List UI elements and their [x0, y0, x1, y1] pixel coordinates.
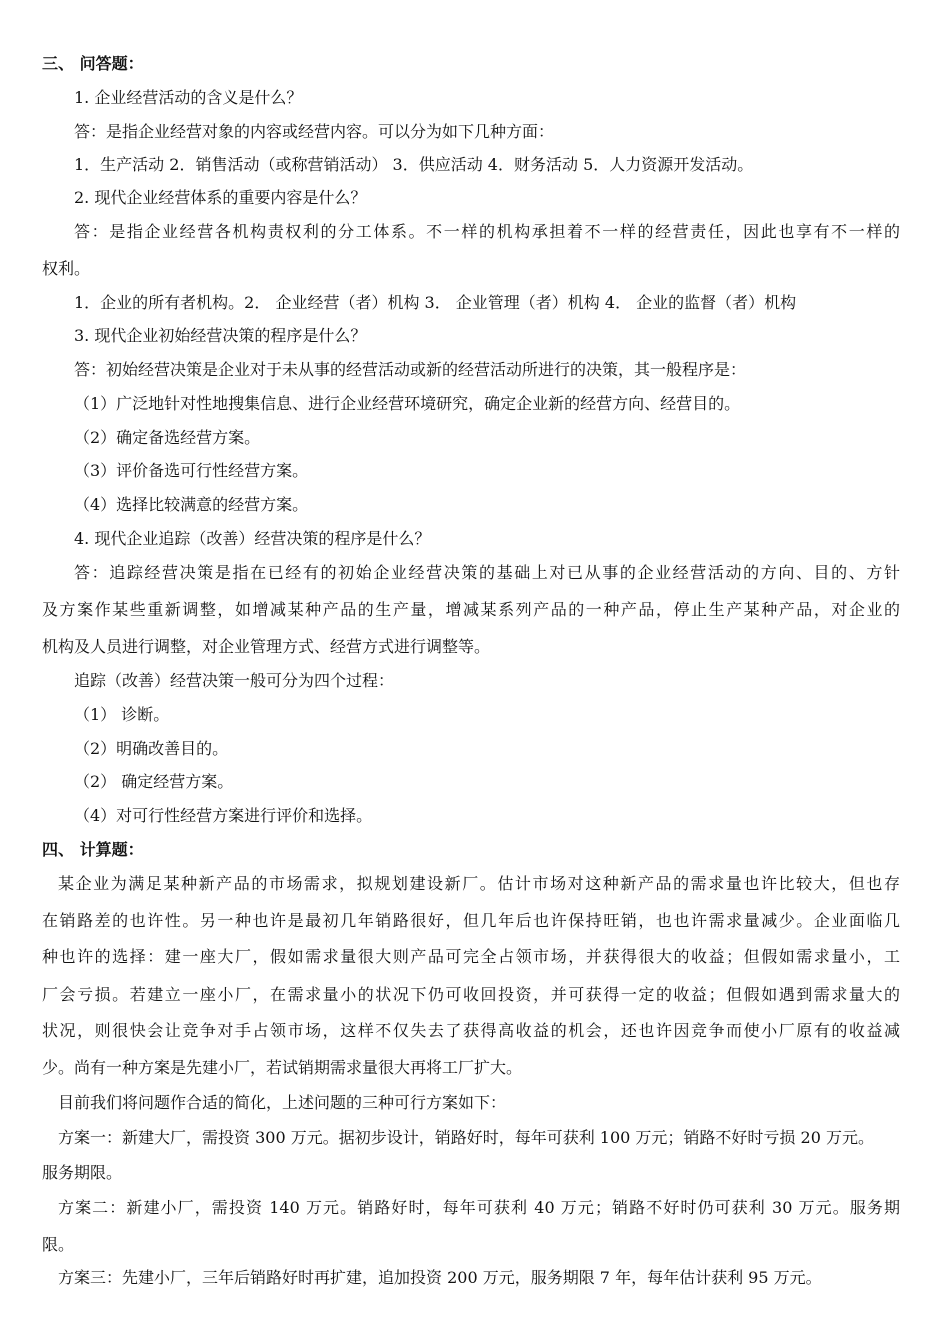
question-1: 1. 企业经营活动的含义是什么？	[74, 88, 303, 107]
answer-4-item-3: （2） 确定经营方案。	[74, 772, 234, 791]
answer-4-process-intro: 追踪（改善）经营决策一般可分为四个过程：	[74, 671, 395, 690]
question-4: 4. 现代企业追踪（改善）经营决策的程序是什么？	[74, 529, 431, 548]
answer-3-item-2: （2）确定备选经营方案。	[74, 428, 261, 447]
plan-1-line-2: 服务期限。	[42, 1163, 123, 1182]
answer-2-line-1: 答：是指企业经营各机构责权利的分工体系。不一样的机构承担着不一样的经营责任，因此也享有不一样的	[74, 222, 900, 241]
calc-paragraph-line-1: 某企业为满足某种新产品的市场需求，拟规划建设新厂。估计市场对这种新产品的需求量也许比较大，但也存	[58, 874, 900, 893]
calc-paragraph-line-4: 厂会亏损。若建立一座小厂，在需求量小的状况下仍可收回投资，并可获得一定的收益；但假如遇到需求量大的	[42, 985, 900, 1004]
calc-paragraph-line-6: 少。尚有一种方案是先建小厂，若试销期需求量很大再将工厂扩大。	[42, 1058, 523, 1077]
answer-2-list: 1．企业的所有者机构。2． 企业经营（者）机构 3． 企业管理（者）机构 4． 企业的监督（者）机构	[74, 293, 797, 312]
plan-2-line-2: 限。	[42, 1235, 75, 1254]
section-4-heading: 四、 计算题：	[42, 840, 144, 859]
answer-3-item-1: （1）广泛地针对性地搜集信息、进行企业经营环境研究，确定企业新的经营方向、经营目的。	[74, 394, 741, 413]
answer-3-item-4: （4）选择比较满意的经营方案。	[74, 495, 309, 514]
calc-paragraph-line-5: 状况，则很快会让竞争对手占领市场，这样不仅失去了获得高收益的机会，还也许因竞争而使小厂原有的收益减	[42, 1021, 900, 1040]
calc-paragraph-line-3: 种也许的选择：建一座大厂，假如需求量很大则产品可完全占领市场，并获得很大的收益；但假如需求量小，工	[42, 947, 900, 966]
answer-4-item-1: （1） 诊断。	[74, 705, 170, 724]
answer-3-item-3: （3）评价备选可行性经营方案。	[74, 461, 309, 480]
answer-2-line-2: 权利。	[42, 259, 91, 278]
answer-1-intro: 答：是指企业经营对象的内容或经营内容。可以分为如下几种方面：	[74, 122, 555, 141]
answer-4-item-2: （2）明确改善目的。	[74, 739, 229, 758]
section-3-heading: 三、 问答题：	[42, 54, 144, 73]
question-3: 3. 现代企业初始经营决策的程序是什么？	[74, 326, 367, 345]
question-2: 2. 现代企业经营体系的重要内容是什么？	[74, 188, 367, 207]
answer-1-list: 1．生产活动 2．销售活动（或称营销活动） 3．供应活动 4．财务活动 5．人力资源开发活动。	[74, 155, 754, 174]
answer-4-line-1: 答：追踪经营决策是指在已经有的初始企业经营决策的基础上对已从事的企业经营活动的方向、目的、方针	[74, 563, 900, 582]
calc-paragraph-2: 目前我们将问题作合适的简化，上述问题的三种可行方案如下：	[58, 1093, 507, 1112]
answer-4-line-3: 机构及人员进行调整，对企业管理方式、经营方式进行调整等。	[42, 637, 491, 656]
plan-2-line-1: 方案二：新建小厂，需投资 140 万元。销路好时，每年可获利 40 万元；销路不好时仍可获利 30 万元。服务期	[58, 1198, 900, 1217]
answer-4-line-2: 及方案作某些重新调整，如增减某种产品的生产量，增减某系列产品的一种产品，停止生产某种产品，对企业的	[42, 600, 900, 619]
plan-3: 方案三：先建小厂，三年后销路好时再扩建，追加投资 200 万元，服务期限 7 年，每年估计获利 95 万元。	[58, 1268, 822, 1287]
answer-4-item-4: （4）对可行性经营方案进行评价和选择。	[74, 806, 373, 825]
plan-1-line-1: 方案一：新建大厂，需投资 300 万元。据初步设计，销路好时，每年可获利 100 万元；销路不好时亏损 20 万元。	[58, 1128, 874, 1147]
calc-paragraph-line-2: 在销路差的也许性。另一种也许是最初几年销路很好，但几年后也许保持旺销，也也许需求量减少。企业面临几	[42, 911, 900, 930]
answer-3-intro: 答：初始经营决策是企业对于未从事的经营活动或新的经营活动所进行的决策，其一般程序是：	[74, 360, 747, 379]
